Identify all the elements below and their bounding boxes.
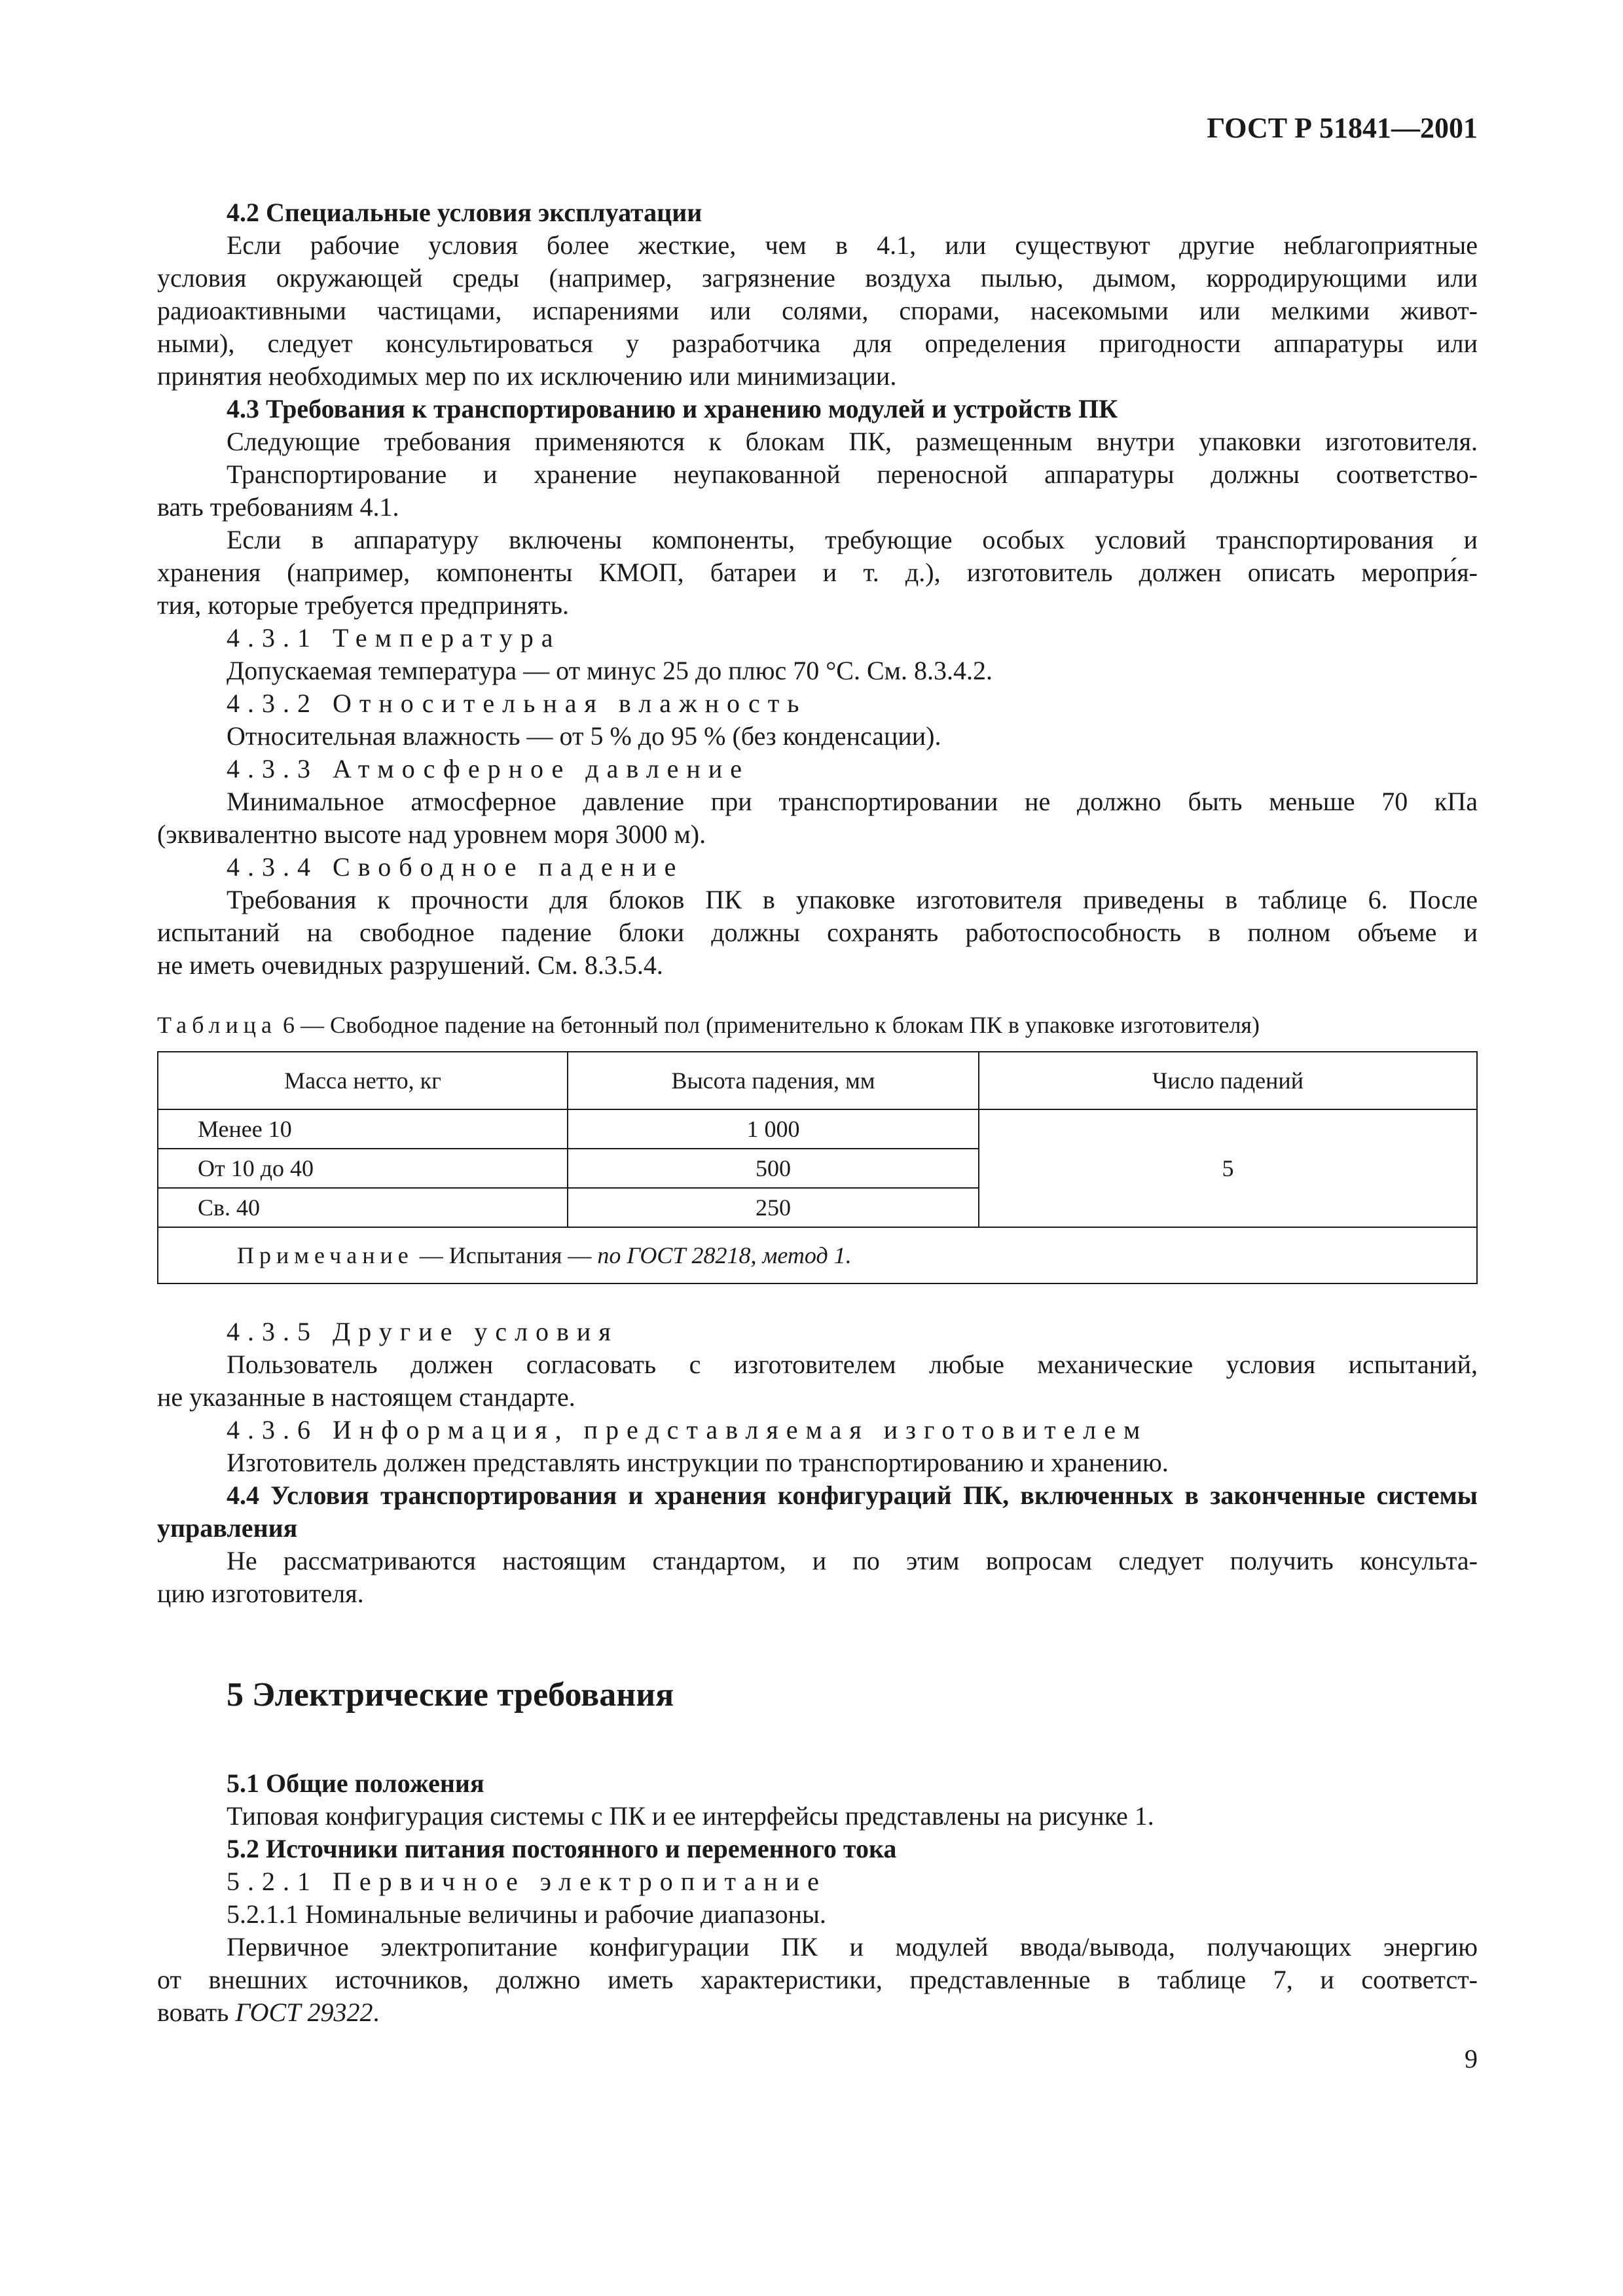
text-line: 4.3.1 Температура [227,623,561,653]
text-line: хранения (например, компоненты КМОП, батареи и т. д.), изготовитель должен описать меропри́я- [157,558,1478,587]
text-line: принятия необходимых мер по их исключению или минимизации. [157,361,897,391]
cell-height: 500 [568,1149,979,1188]
text-line: Относительная влажность — от 5 % до 95 % (без конденсации). [227,721,941,751]
text-line: 5.2.1 Первичное электропитание [227,1867,827,1896]
text-line: (эквивалентно высоте над уровнем моря 3000 м). [157,819,706,849]
text-line: 4.3.4 Свободное падение [227,852,684,882]
text-line: 4.2 Специальные условия эксплуатации [227,198,702,227]
text-line: 4.3.2 Относительная влажность [227,689,807,718]
text-line: 5.2 Источники питания постоянного и переменного тока [227,1834,897,1863]
text-line: Минимальное атмосферное давление при транспортировании не должно быть меньше 70 кПа [227,787,1478,816]
text-line: Транспортирование и хранение неупакованной переносной аппаратуры должны соответство- [227,459,1478,489]
header-drops: Число падений [979,1052,1477,1109]
text-line: тия, которые требуется предпринять. [157,590,569,620]
cell-mass: Менее 10 [158,1109,568,1149]
text-line: не указанные в настоящем стандарте. [157,1382,575,1412]
text-line: радиоактивными частицами, испарениями или солями, спорами, насекомыми или мелкими живот- [157,296,1478,325]
table-caption [157,1011,1260,1039]
text-line: 5.2.1.1 Номинальные величины и рабочие диапазоны. [227,1899,826,1929]
cell-height: 1 000 [568,1109,979,1149]
text-line: Допускаемая температура — от минус 25 до плюс 70 °С. См. 8.3.4.2. [227,656,993,685]
text-line: ными), следует консультироваться у разработчика для определения пригодности аппаратуры или [157,329,1478,358]
text-line: Если в аппаратуру включены компоненты, требующие особых условий транспортирования и [227,525,1478,554]
text-line: Не рассматриваются настоящим стандартом, и по этим вопросам следует получить консульта- [227,1546,1478,1575]
text-line: 4.4 Условия транспортирования и хранения конфигураций ПК, включенных в законченные системы [227,1480,1478,1510]
table-header-row [158,1052,1477,1109]
text-line: испытаний на свободное падение блоки должны сохранять работоспособность в полном объеме и [157,918,1478,947]
page-number: 9 [1465,2044,1478,2073]
note-text: — Испытания — [413,1242,598,1268]
table-caption-text: 6 — Свободное падение на бетонный пол (применительно к блокам ПК в упаковке изготовителя) [276,1012,1260,1038]
text-line: управления [157,1513,298,1543]
text-line: 4.3.5 Другие условия [227,1317,619,1346]
cell-height: 250 [568,1188,979,1227]
cell-mass: От 10 до 40 [158,1149,568,1188]
text-line: Следующие требования применяются к блокам ПК, размещенным внутри упаковки изготовителя. [227,427,1478,456]
text-line: 5.1 Общие положения [227,1768,484,1798]
text-line: цию изготовителя. [157,1579,364,1608]
document-header: ГОСТ Р 51841—2001 [1207,112,1478,144]
table-note [158,1227,1477,1283]
table-6 [157,1051,1478,1284]
text-line: 4.3.6 Информация, представляемая изготовителем [227,1415,1148,1444]
cell-mass: Св. 40 [158,1188,568,1227]
text-line: Требования к прочности для блоков ПК в упаковке изготовителя приведены в таблице 6. После [227,885,1478,914]
text-line: условия окружающей среды (например, загрязнение воздуха пылью, дымом, корродирующими или [157,263,1478,293]
last-paragraph-line [157,1996,1478,2029]
text-line: Типовая конфигурация системы с ПК и ее интерфейсы представлены на рисунке 1. [227,1801,1154,1831]
text-line: Первичное электропитание конфигурации ПК и модулей ввода/вывода, получающих энергию [227,1932,1478,1962]
table-note-row [158,1227,1477,1283]
text-line: не иметь очевидных разрушений. См. 8.3.5.4. [157,950,663,980]
table-row [158,1109,1477,1149]
table-caption-label: Таблица [157,1012,277,1038]
text-line: от внешних источников, должно иметь характеристики, представленные в таблице 7, и соответст- [157,1965,1478,1994]
last-line-suffix: . [373,1998,380,2027]
text-line: Если рабочие условия более жесткие, чем в 4.1, или существуют другие неблагоприятные [227,230,1478,260]
note-ref: по ГОСТ 28218, метод 1. [597,1242,852,1268]
header-height: Высота падения, мм [568,1052,979,1109]
last-line-prefix: вовать [157,1998,236,2027]
cell-drops: 5 [979,1109,1477,1227]
header-mass: Масса нетто, кг [158,1052,568,1109]
section-5-title: 5 Электрические требования [227,1676,674,1713]
text-line: вать требованиям 4.1. [157,492,399,522]
note-label: Примечание [237,1242,414,1268]
text-line: Пользователь должен согласовать с изготовителем любые механические условия испытаний, [227,1350,1478,1379]
standard-reference: ГОСТ 29322 [235,1998,373,2027]
text-line: 4.3.3 Атмосферное давление [227,754,750,783]
text-line: 4.3 Требования к транспортированию и хранению модулей и устройств ПК [227,394,1118,423]
text-line: Изготовитель должен представлять инструкции по транспортированию и хранению. [227,1448,1169,1477]
